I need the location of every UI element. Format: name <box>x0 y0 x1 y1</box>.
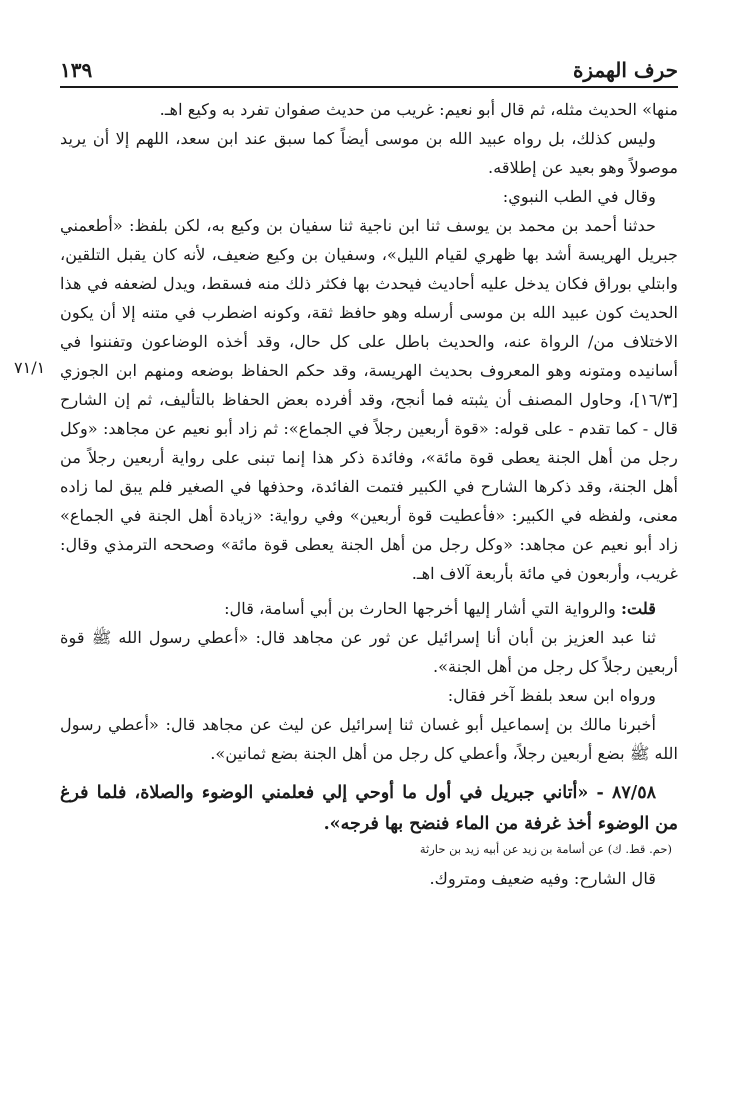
header-divider <box>60 86 678 88</box>
paragraph: حدثنا أحمد بن محمد بن يوسف ثنا ابن ناجية ثنا سفيان بن وكيع به، لكن بلفظ: «أطعمني جبريل الهريسة أشد بها ظهري لقيام الليل»، وسفيان بن وكيع ضعيف، لأنه كان يقبل التلقين، وابتلي بوراق فكان يدخل عليه أحاديث فيحدث بها فكثر ذلك منه فسقط، ويدل لضعفه في هذا الحديث كون عبيد الله بن موسى أرسله وهو حافظ ثقة، وكونه اضطرب في متنه إلا أن يكون الاختلاف من/ الرواة عنه، والحديث باطل على كل حال، وقد أخذه الوضاعون وتفننوا في أسانيده ومتونه وهو المعروف بحديث الهريسة، وقد حكم الحفاظ بوضعه ومنهم ابن الجوزي [١٦/٣]، وحاول المصنف أن يثبته فما أنجح، وقد أفرده بعض الحفاظ بالتأليف، ثم إن الشارح قال - كما تقدم - على قوله: «قوة أربعين رجلاً في الجماع»: ثم زاد أبو نعيم عن مجاهد: «وكل رجل من أهل الجنة يعطى قوة مائة»، وفائدة ذكر هذا إنما تبنى على رواية أربعين رجلاً من أهل الجنة، وقد ذكرها الشارح في الكبير فتمت الفائدة، وحذفها في الصغير فلم يبق لما زاده معنى، ولفظه في الكبير: «فأعطيت قوة أربعين» وفي رواية: «زيادة أهل الجنة في الجماع» زاد أبو نعيم عن مجاهد: «وكل رجل من أهل الجنة يعطى قوة مائة» وصححه الترمذي وقال: غريب، وأربعون في مائة بأربعة آلاف اهـ. <box>60 216 678 583</box>
paragraph: منها» الحديث مثله، ثم قال أبو نعيم: غريب من حديث صفوان تفرد به وكيع اهـ. <box>159 100 678 119</box>
qultu-text: والرواية التي أشار إليها أخرجها الحارث بن أبي أسامة، قال: <box>224 599 616 618</box>
qultu-paragraph <box>60 594 678 623</box>
running-title: حرف الهمزة <box>572 58 678 82</box>
page-number: ١٣٩ <box>60 58 93 82</box>
hadith-source: (حم. قط. ك) عن أسامة بن زيد عن أبيه زيد بن حارثة <box>419 842 672 856</box>
paragraph: وليس كذلك، بل رواه عبيد الله بن موسى أيضاً كما سبق عند ابن سعد، اللهم إلا أن يريد موصولاً وهو بعيد عن إطلاقه. <box>60 129 678 177</box>
page-header <box>60 50 678 82</box>
paragraph: ثنا عبد العزيز بن أبان أنا إسرائيل عن ثور عن مجاهد قال: «أعطي رسول الله ﷺ قوة أربعين رجلاً كل رجل من أهل الجنة». <box>60 628 678 676</box>
paragraph: ورواه ابن سعد بلفظ آخر فقال: <box>447 686 656 705</box>
marginal-reference: ٧١/١ <box>14 358 46 377</box>
commentary: قال الشارح: وفيه ضعيف ومتروك. <box>429 869 656 888</box>
page-body <box>60 95 678 893</box>
paragraph: وقال في الطب النبوي: <box>502 187 656 206</box>
qultu-lead: قلت: <box>621 599 656 618</box>
paragraph: أخبرنا مالك بن إسماعيل أبو غسان ثنا إسرائيل عن ليث عن مجاهد قال: «أعطي رسول الله ﷺ بضع أربعين رجلاً، وأعطي كل رجل من أهل الجنة بضع ثمانين». <box>60 715 678 763</box>
hadith-entry: ٨٧/٥٨ - «أتاني جبريل في أول ما أوحي إلي فعلمني الوضوء والصلاة، فلما فرغ من الوضوء أخذ غرفة من الماء فنضح بها فرجه». <box>60 783 678 834</box>
